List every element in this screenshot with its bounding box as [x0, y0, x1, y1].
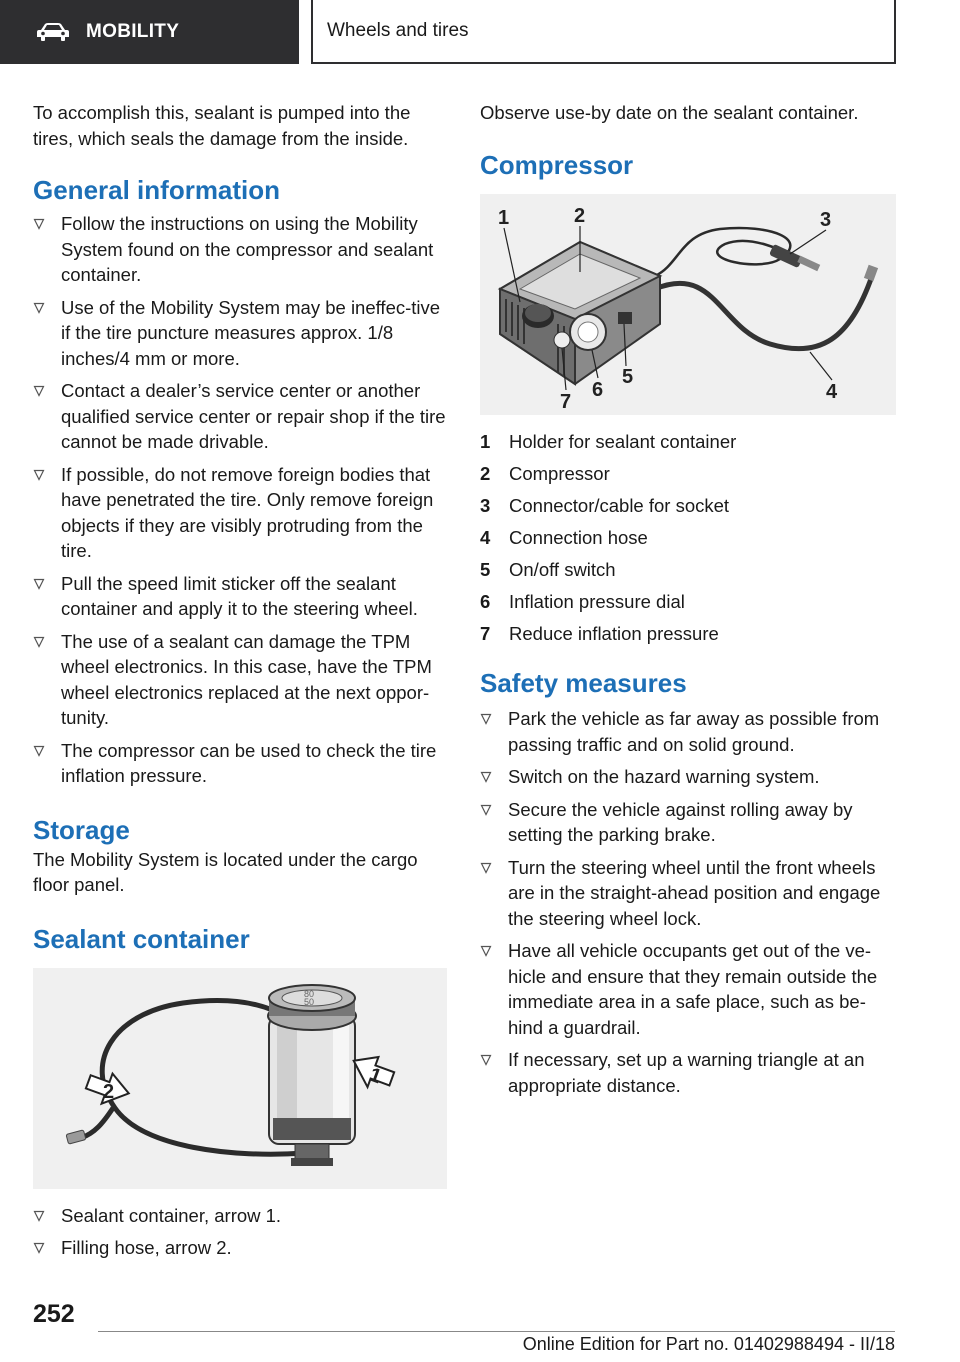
triangle-bullet-icon: [480, 1054, 492, 1066]
intro-paragraph: To accomplish this, sealant is pumped into the tires, which seals the damage from the inside.: [33, 102, 411, 149]
triangle-bullet-icon: [480, 945, 492, 957]
list-item: 6 Inflation pressure dial: [480, 590, 685, 612]
list-item: 2 Compressor: [480, 462, 610, 484]
safety-measures-list: [480, 706, 896, 1098]
triangle-bullet-icon: [480, 771, 492, 783]
triangle-bullet-icon: [33, 218, 45, 230]
list-item: Use of the Mobility System may be ineffec-tive if the tire puncture measures approx. 1/8 inches/4 mm or more.: [33, 295, 447, 372]
sealant-container-list: [33, 1203, 447, 1261]
list-item: 1 Holder for sealant container: [480, 430, 737, 452]
list-item: 3 Connector/cable for socket: [480, 494, 730, 516]
list-item: 4 Connection hose: [480, 526, 648, 548]
compressor-parts-list: [480, 429, 896, 647]
triangle-bullet-icon: [33, 636, 45, 648]
right-column: [480, 100, 896, 1105]
triangle-bullet-icon: [33, 302, 45, 314]
compressor-illustration: [480, 194, 896, 415]
use-by-paragraph: Observe use-by date on the sealant container.: [480, 102, 859, 123]
arrow-2-label: 2: [103, 1080, 115, 1103]
list-item: Pull the speed limit sticker off the sealant container and apply it to the steering wheel.: [33, 571, 447, 622]
list-item: The compressor can be used to check the tire inflation pressure.: [33, 738, 447, 789]
list-item: If possible, do not remove foreign bodies that have penetrated the tire. Only remove foreign objects if they are visibly protruding from the tire.: [33, 462, 447, 564]
triangle-bullet-icon: [33, 469, 45, 481]
list-item: Follow the instructions on using the Mobility System found on the compressor and sealant container.: [33, 211, 447, 288]
safety-measures-heading: Safety measures: [480, 668, 687, 698]
list-item: Secure the vehicle against rolling away by setting the parking brake.: [480, 797, 896, 848]
list-item: 5 On/off switch: [480, 558, 616, 580]
arrow-2-callout: [83, 1066, 133, 1110]
footer-divider: [98, 1331, 895, 1332]
list-item: Turn the steering wheel until the front wheels are in the straight-ahead position and engage the steering wheel lock.: [480, 855, 896, 932]
triangle-bullet-icon: [33, 578, 45, 590]
compressor-figure: [480, 194, 896, 415]
list-item: Contact a dealer’s service center or another qualified service center or repair shop if the tire cannot be made drivable.: [33, 378, 447, 455]
storage-paragraph: The Mobility System is located under the cargo floor panel.: [33, 848, 418, 895]
list-item: 7 Reduce inflation pressure: [480, 622, 719, 644]
list-item: Switch on the hazard warning system.: [480, 764, 896, 790]
storage-heading: Storage: [33, 814, 130, 845]
triangle-bullet-icon: [33, 385, 45, 397]
general-information-list: [33, 211, 447, 789]
car-icon: [36, 21, 70, 43]
page-number: 252: [33, 1300, 75, 1328]
section-tab: [0, 0, 299, 64]
list-item: Filling hose, arrow 2.: [33, 1235, 447, 1261]
callout-5: 5: [622, 365, 634, 388]
chapter-title: Wheels and tires: [327, 20, 469, 41]
triangle-bullet-icon: [480, 713, 492, 725]
edition-text: Online Edition for Part no. 01402988494 - II/18: [522, 1334, 895, 1354]
list-item: Have all vehicle occupants get out of the ve-hicle and ensure that they remain outside the immediate area in a safe place, such as be-hind a guardrail.: [480, 938, 896, 1040]
list-item: Park the vehicle as far away as possible from passing traffic and on solid ground.: [480, 706, 896, 757]
callout-7: 7: [560, 390, 572, 413]
triangle-bullet-icon: [33, 1210, 45, 1222]
list-item: If necessary, set up a warning triangle at an appropriate distance.: [480, 1047, 896, 1098]
arrow-1-label: 1: [366, 1063, 385, 1088]
callout-6: 6: [592, 378, 604, 401]
callout-3: 3: [820, 208, 832, 231]
triangle-bullet-icon: [33, 745, 45, 757]
callout-4: 4: [826, 380, 838, 403]
compressor-heading: Compressor: [480, 149, 634, 180]
sealant-container-figure: [33, 968, 447, 1189]
left-column: [33, 100, 447, 1268]
sealant-container-illustration: [33, 968, 447, 1189]
list-item: The use of a sealant can damage the TPM wheel electronics. In this case, have the TPM wheel electronics replaced at the next oppor-tunity.: [33, 629, 447, 731]
general-information-heading: General information: [33, 175, 281, 205]
triangle-bullet-icon: [33, 1242, 45, 1254]
callout-2: 2: [574, 204, 586, 227]
gauge-top-text: 80: [304, 988, 315, 999]
chapter-box: [311, 0, 896, 64]
triangle-bullet-icon: [480, 862, 492, 874]
triangle-bullet-icon: [480, 804, 492, 816]
section-title: MOBILITY: [86, 21, 180, 42]
page-header: [0, 0, 960, 66]
gauge-bottom-text: 50: [304, 996, 315, 1007]
sealant-container-heading: Sealant container: [33, 923, 250, 954]
callout-1: 1: [498, 206, 510, 229]
list-item: Sealant container, arrow 1.: [33, 1203, 447, 1229]
